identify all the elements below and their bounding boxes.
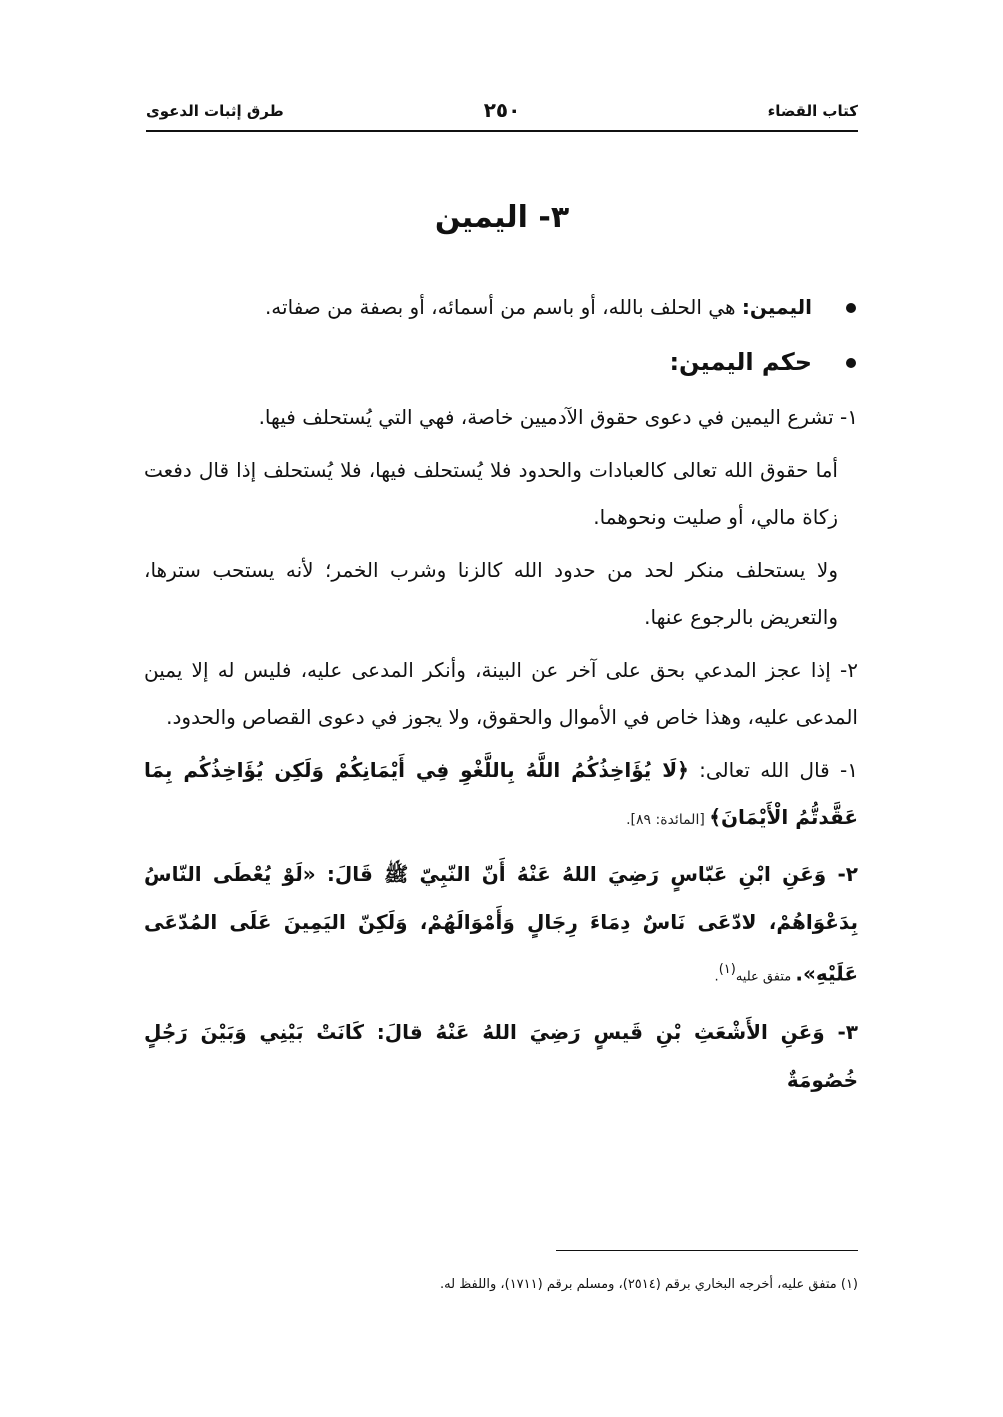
hadith-2-end: . <box>714 969 719 985</box>
definition-term: اليمين: <box>741 295 812 319</box>
evidence-3: ٣- وَعَنِ الأَشْعَثِ بْنِ قَيسٍ رَضِيَ اللهُ عَنْهُ قالَ: كَانَتْ بَيْنِي وَبَيْنَ رَجُلٍ خُصُومَةٌ <box>144 1019 858 1092</box>
paragraph-2: أما حقوق الله تعالى كالعبادات والحدود فلا يُستحلف فيها، فلا يُستحلف إذا قال دفعت زكاة مالي، أو صليت ونحوهما. <box>144 458 838 529</box>
verse-reference: [المائدة: ٨٩]. <box>626 812 710 828</box>
footnote-divider <box>556 1250 858 1251</box>
footnote-marker[interactable]: (١) <box>718 962 736 977</box>
section-title: ٣- اليمين <box>434 200 570 235</box>
definition-bullet <box>144 284 858 331</box>
hadith-2-text: ٢- وَعَنِ ابْنِ عَبّاسٍ رَضِيَ اللهُ عَنْهُ أَنّ النّبِيّ ﷺ قَالَ: «لَوْ يُعْطَى النّاسُ بِدَعْوَاهُمْ، لادّعَى نَاسٌ دِمَاءَ رِجَالٍ وَأَمْوَالَهُمْ، وَلَكِنّ اليَمِينَ عَلَى المُدّعَى عَلَيْهِ». <box>144 862 858 986</box>
ruling-heading <box>144 339 858 386</box>
paragraph-3: ولا يستحلف منكر لحد من حدود الله كالزنا وشرب الخمر؛ لأنه يستحب سترها، والتعريض بالرجوع عنها. <box>144 558 838 629</box>
hadith-2-grading: متفق عليه <box>735 969 796 985</box>
paragraph-4: ٢- إذا عجز المدعي بحق على آخر عن البينة، وأنكر المدعى عليه، فليس له إلا يمين المدعى عليه، وهذا خاص في الأموال والحقوق، ولا يجوز في دعوى القصاص والحدود. <box>144 658 858 729</box>
quran-verse: ﴿لَا يُؤَاخِذُكُمُ اللَّهُ بِاللَّغْوِ فِي أَيْمَانِكُمْ وَلَكِن يُؤَاخِذُكُم بِمَا عَقَّدتُّمُ الْأَيْمَانَ﴾ <box>144 758 858 829</box>
footnote-1: (١) متفق عليه، أخرجه البخاري برقم (٢٥١٤)، ومسلم برقم (١٧١١)، واللفظ له. <box>440 1277 858 1292</box>
bullet-dot-icon <box>846 358 856 368</box>
page-header <box>146 96 858 132</box>
evidence-2 <box>144 850 858 1002</box>
paragraph-1: ١- تشرع اليمين في دعوى حقوق الآدميين خاصة، فهي التي يُستحلف فيها. <box>258 405 858 429</box>
main-content <box>144 284 858 1110</box>
book-title: كتاب القضاء <box>767 102 858 120</box>
ruling-heading-text: حكم اليمين: <box>669 348 812 376</box>
page-number: ٢٥٠ <box>483 98 521 122</box>
definition-text: هي الحلف بالله، أو باسم من أسمائه، أو بصفة من صفاته. <box>264 295 742 319</box>
bullet-dot-icon <box>846 303 856 313</box>
chapter-title: طرق إثبات الدعوى <box>146 102 284 120</box>
evidence-1 <box>144 747 858 844</box>
evidence-1-intro: ١- قال الله تعالى: <box>688 758 858 782</box>
